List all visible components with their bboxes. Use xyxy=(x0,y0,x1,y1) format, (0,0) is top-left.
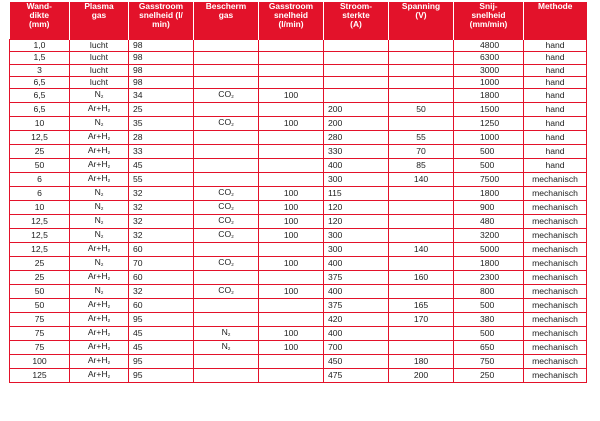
cell-shield-gas-flow: 100 xyxy=(259,327,324,341)
cell-wall-thickness: 25 xyxy=(10,271,70,285)
cell-current: 400 xyxy=(324,327,389,341)
cell-cutting-speed: 1800 xyxy=(454,187,524,201)
cell-wall-thickness: 3 xyxy=(10,64,70,76)
cell-shield-gas: $N_2$ xyxy=(194,327,259,341)
cell-shield-gas: $N_2$ xyxy=(194,341,259,355)
cell-shield-gas-flow xyxy=(259,159,324,173)
cell-wall-thickness: 50 xyxy=(10,285,70,299)
cell-cutting-speed: 1000 xyxy=(454,131,524,145)
cell-method: mechanisch xyxy=(524,229,587,243)
cell-current: 475 xyxy=(324,369,389,383)
cell-wall-thickness: 6,5 xyxy=(10,76,70,88)
header-method: Methode xyxy=(524,2,587,40)
header-plasma-gas: Plasma gas xyxy=(70,2,129,40)
cell-cutting-speed: 3200 xyxy=(454,229,524,243)
cell-method: hand xyxy=(524,117,587,131)
cell-plasma-gas: $N_2$ xyxy=(70,117,129,131)
cell-shield-gas-flow: 100 xyxy=(259,285,324,299)
cell-method: mechanisch xyxy=(524,327,587,341)
cell-current: 700 xyxy=(324,341,389,355)
cell-voltage: 165 xyxy=(389,299,454,313)
cell-gas-flow: 35 xyxy=(129,117,194,131)
table-row xyxy=(10,64,587,76)
header-row xyxy=(10,2,587,40)
cell-wall-thickness: 1,5 xyxy=(10,52,70,64)
cell-wall-thickness: 12,5 xyxy=(10,131,70,145)
cell-shield-gas xyxy=(194,131,259,145)
table-row xyxy=(10,201,587,215)
cell-voltage xyxy=(389,52,454,64)
cell-plasma-gas: $Ar+H_2$ xyxy=(70,355,129,369)
cell-wall-thickness: 6 xyxy=(10,173,70,187)
table-body xyxy=(10,40,587,383)
cell-current: 300 xyxy=(324,229,389,243)
cell-plasma-gas: $N_2$ xyxy=(70,201,129,215)
cell-voltage xyxy=(389,215,454,229)
cell-current: 400 xyxy=(324,257,389,271)
cell-plasma-gas: $Ar+H_2$ xyxy=(70,271,129,285)
cell-voltage: 55 xyxy=(389,131,454,145)
cell-shield-gas: $CO_2$ xyxy=(194,285,259,299)
cell-gas-flow: 32 xyxy=(129,229,194,243)
header-voltage: Spanning (V) xyxy=(389,2,454,40)
cell-plasma-gas: $Ar+H_2$ xyxy=(70,327,129,341)
cell-wall-thickness: 10 xyxy=(10,201,70,215)
table-row xyxy=(10,131,587,145)
cell-cutting-speed: 380 xyxy=(454,313,524,327)
cell-cutting-speed: 1800 xyxy=(454,89,524,103)
table-row xyxy=(10,369,587,383)
cell-shield-gas xyxy=(194,271,259,285)
cell-plasma-gas: $N_2$ xyxy=(70,187,129,201)
cell-current: 120 xyxy=(324,201,389,215)
cell-plasma-gas: lucht xyxy=(70,64,129,76)
cell-voltage xyxy=(389,187,454,201)
cell-plasma-gas: $N_2$ xyxy=(70,89,129,103)
table-row xyxy=(10,341,587,355)
cell-wall-thickness: 125 xyxy=(10,369,70,383)
cell-shield-gas-flow xyxy=(259,173,324,187)
table-row xyxy=(10,355,587,369)
cell-plasma-gas: $N_2$ xyxy=(70,257,129,271)
cell-cutting-speed: 500 xyxy=(454,159,524,173)
cell-plasma-gas: $Ar+H_2$ xyxy=(70,145,129,159)
cell-gas-flow: 98 xyxy=(129,40,194,52)
cell-plasma-gas: $N_2$ xyxy=(70,229,129,243)
cell-cutting-speed: 1500 xyxy=(454,103,524,117)
cell-shield-gas-flow xyxy=(259,355,324,369)
cell-current: 400 xyxy=(324,159,389,173)
cell-method: hand xyxy=(524,40,587,52)
cell-plasma-gas: $Ar+H_2$ xyxy=(70,159,129,173)
cell-method: mechanisch xyxy=(524,313,587,327)
cell-voltage: 50 xyxy=(389,103,454,117)
cell-gas-flow: 32 xyxy=(129,187,194,201)
table-row xyxy=(10,257,587,271)
cell-wall-thickness: 75 xyxy=(10,341,70,355)
cell-shield-gas xyxy=(194,76,259,88)
cell-method: mechanisch xyxy=(524,243,587,257)
cell-voltage: 140 xyxy=(389,173,454,187)
cell-plasma-gas: $N_2$ xyxy=(70,285,129,299)
cell-gas-flow: 98 xyxy=(129,64,194,76)
cell-voltage xyxy=(389,201,454,215)
cell-current: 115 xyxy=(324,187,389,201)
cell-shield-gas: $CO_2$ xyxy=(194,257,259,271)
cell-wall-thickness: 1,0 xyxy=(10,40,70,52)
table-row xyxy=(10,103,587,117)
cell-shield-gas-flow: 100 xyxy=(259,215,324,229)
cell-cutting-speed: 1800 xyxy=(454,257,524,271)
cell-plasma-gas: $Ar+H_2$ xyxy=(70,313,129,327)
cell-plasma-gas: lucht xyxy=(70,40,129,52)
table-row xyxy=(10,76,587,88)
cell-wall-thickness: 75 xyxy=(10,313,70,327)
header-gas-flow: Gasstroom snelheid (l/ min) xyxy=(129,2,194,40)
cell-voltage xyxy=(389,89,454,103)
table-row xyxy=(10,271,587,285)
cell-shield-gas-flow xyxy=(259,243,324,257)
header-shield-gas-flow: Gasstroom snelheid (l/min) xyxy=(259,2,324,40)
table-row xyxy=(10,215,587,229)
cell-gas-flow: 34 xyxy=(129,89,194,103)
table-row xyxy=(10,40,587,52)
cell-method: hand xyxy=(524,76,587,88)
cell-plasma-gas: $Ar+H_2$ xyxy=(70,103,129,117)
cell-cutting-speed: 900 xyxy=(454,201,524,215)
cell-gas-flow: 98 xyxy=(129,52,194,64)
cell-plasma-gas: $Ar+H_2$ xyxy=(70,341,129,355)
cell-method: hand xyxy=(524,103,587,117)
table-row xyxy=(10,173,587,187)
cell-shield-gas: $CO_2$ xyxy=(194,89,259,103)
cell-wall-thickness: 12,5 xyxy=(10,243,70,257)
cell-current xyxy=(324,52,389,64)
cell-gas-flow: 45 xyxy=(129,327,194,341)
cell-method: hand xyxy=(524,145,587,159)
cell-shield-gas xyxy=(194,369,259,383)
cell-cutting-speed: 500 xyxy=(454,145,524,159)
cell-shield-gas xyxy=(194,313,259,327)
cell-shield-gas: $CO_2$ xyxy=(194,117,259,131)
cell-wall-thickness: 100 xyxy=(10,355,70,369)
cell-shield-gas xyxy=(194,299,259,313)
table-row xyxy=(10,145,587,159)
cell-cutting-speed: 5000 xyxy=(454,243,524,257)
cell-voltage: 180 xyxy=(389,355,454,369)
cell-voltage xyxy=(389,40,454,52)
cell-method: hand xyxy=(524,52,587,64)
cell-cutting-speed: 650 xyxy=(454,341,524,355)
cell-method: mechanisch xyxy=(524,173,587,187)
cell-method: mechanisch xyxy=(524,257,587,271)
cell-current xyxy=(324,64,389,76)
cell-method: mechanisch xyxy=(524,187,587,201)
cell-shield-gas-flow xyxy=(259,369,324,383)
cell-voltage xyxy=(389,257,454,271)
cell-gas-flow: 25 xyxy=(129,103,194,117)
cell-voltage: 200 xyxy=(389,369,454,383)
cell-method: hand xyxy=(524,159,587,173)
cell-gas-flow: 70 xyxy=(129,257,194,271)
cell-shield-gas: $CO_2$ xyxy=(194,187,259,201)
cell-gas-flow: 45 xyxy=(129,159,194,173)
cell-current: 300 xyxy=(324,173,389,187)
cell-method: mechanisch xyxy=(524,369,587,383)
table-row xyxy=(10,327,587,341)
cutting-parameters-table xyxy=(9,2,587,383)
cell-current: 375 xyxy=(324,271,389,285)
cell-shield-gas xyxy=(194,52,259,64)
cell-shield-gas xyxy=(194,159,259,173)
cell-plasma-gas: $Ar+H_2$ xyxy=(70,299,129,313)
cell-shield-gas xyxy=(194,103,259,117)
cell-method: mechanisch xyxy=(524,299,587,313)
table-row xyxy=(10,89,587,103)
cell-shield-gas-flow: 100 xyxy=(259,229,324,243)
header-shield-gas: Bescherm gas xyxy=(194,2,259,40)
cell-cutting-speed: 3000 xyxy=(454,64,524,76)
cell-shield-gas-flow: 100 xyxy=(259,187,324,201)
cell-wall-thickness: 12,5 xyxy=(10,215,70,229)
cell-wall-thickness: 75 xyxy=(10,327,70,341)
cell-voltage xyxy=(389,327,454,341)
cell-current: 200 xyxy=(324,103,389,117)
cell-plasma-gas: $Ar+H_2$ xyxy=(70,369,129,383)
table-row xyxy=(10,285,587,299)
cell-cutting-speed: 500 xyxy=(454,327,524,341)
cell-gas-flow: 60 xyxy=(129,243,194,257)
cell-cutting-speed: 750 xyxy=(454,355,524,369)
cell-shield-gas-flow xyxy=(259,76,324,88)
cell-wall-thickness: 6,5 xyxy=(10,103,70,117)
cell-shield-gas xyxy=(194,355,259,369)
cell-current: 420 xyxy=(324,313,389,327)
cell-voltage xyxy=(389,341,454,355)
cell-current xyxy=(324,89,389,103)
cell-plasma-gas: $Ar+H_2$ xyxy=(70,131,129,145)
cell-gas-flow: 32 xyxy=(129,285,194,299)
cell-shield-gas-flow: 100 xyxy=(259,201,324,215)
cell-current: 400 xyxy=(324,285,389,299)
cell-gas-flow: 95 xyxy=(129,369,194,383)
cell-method: mechanisch xyxy=(524,271,587,285)
cell-shield-gas xyxy=(194,64,259,76)
cell-current: 120 xyxy=(324,215,389,229)
cell-current: 330 xyxy=(324,145,389,159)
cell-voltage xyxy=(389,64,454,76)
cell-cutting-speed: 2300 xyxy=(454,271,524,285)
cell-cutting-speed: 4800 xyxy=(454,40,524,52)
cell-gas-flow: 98 xyxy=(129,76,194,88)
cell-current xyxy=(324,76,389,88)
table-row xyxy=(10,117,587,131)
cell-voltage: 140 xyxy=(389,243,454,257)
cell-current: 300 xyxy=(324,243,389,257)
cell-plasma-gas: lucht xyxy=(70,52,129,64)
cell-shield-gas-flow xyxy=(259,40,324,52)
cell-current xyxy=(324,40,389,52)
cell-wall-thickness: 50 xyxy=(10,159,70,173)
cell-shield-gas: $CO_2$ xyxy=(194,215,259,229)
cell-current: 280 xyxy=(324,131,389,145)
cell-shield-gas xyxy=(194,40,259,52)
cell-current: 200 xyxy=(324,117,389,131)
cell-method: mechanisch xyxy=(524,341,587,355)
cell-plasma-gas: $Ar+H_2$ xyxy=(70,243,129,257)
cell-shield-gas xyxy=(194,145,259,159)
cell-cutting-speed: 6300 xyxy=(454,52,524,64)
cell-method: hand xyxy=(524,64,587,76)
cell-shield-gas-flow xyxy=(259,145,324,159)
cell-method: mechanisch xyxy=(524,285,587,299)
cell-cutting-speed: 480 xyxy=(454,215,524,229)
cell-voltage xyxy=(389,229,454,243)
table-row xyxy=(10,299,587,313)
cell-shield-gas-flow: 100 xyxy=(259,117,324,131)
cell-voltage xyxy=(389,285,454,299)
cell-method: mechanisch xyxy=(524,215,587,229)
cell-gas-flow: 95 xyxy=(129,355,194,369)
cell-cutting-speed: 500 xyxy=(454,299,524,313)
cell-gas-flow: 55 xyxy=(129,173,194,187)
cell-wall-thickness: 12,5 xyxy=(10,229,70,243)
table-row xyxy=(10,243,587,257)
cell-voltage: 70 xyxy=(389,145,454,159)
cell-shield-gas-flow xyxy=(259,131,324,145)
cell-method: mechanisch xyxy=(524,355,587,369)
cell-plasma-gas: lucht xyxy=(70,76,129,88)
header-cutting-speed: Snij- snelheid (mm/min) xyxy=(454,2,524,40)
cell-shield-gas xyxy=(194,173,259,187)
cell-cutting-speed: 1000 xyxy=(454,76,524,88)
cell-shield-gas: $CO_2$ xyxy=(194,201,259,215)
cell-method: hand xyxy=(524,131,587,145)
cell-gas-flow: 45 xyxy=(129,341,194,355)
cell-wall-thickness: 6 xyxy=(10,187,70,201)
cell-shield-gas: $CO_2$ xyxy=(194,229,259,243)
cell-gas-flow: 28 xyxy=(129,131,194,145)
header-current: Stroom- sterkte (A) xyxy=(324,2,389,40)
cell-wall-thickness: 25 xyxy=(10,257,70,271)
cell-wall-thickness: 10 xyxy=(10,117,70,131)
table-row xyxy=(10,229,587,243)
cell-shield-gas-flow xyxy=(259,103,324,117)
cell-shield-gas-flow xyxy=(259,271,324,285)
cell-voltage xyxy=(389,117,454,131)
cell-cutting-speed: 7500 xyxy=(454,173,524,187)
cell-voltage: 160 xyxy=(389,271,454,285)
cell-shield-gas-flow xyxy=(259,52,324,64)
table-row xyxy=(10,187,587,201)
cell-current: 375 xyxy=(324,299,389,313)
cell-shield-gas-flow: 100 xyxy=(259,341,324,355)
cell-shield-gas-flow: 100 xyxy=(259,257,324,271)
cell-shield-gas-flow xyxy=(259,313,324,327)
table-row xyxy=(10,159,587,173)
cell-shield-gas-flow xyxy=(259,299,324,313)
cell-cutting-speed: 800 xyxy=(454,285,524,299)
cell-gas-flow: 60 xyxy=(129,299,194,313)
cell-gas-flow: 32 xyxy=(129,201,194,215)
cell-method: mechanisch xyxy=(524,201,587,215)
cell-shield-gas xyxy=(194,243,259,257)
cell-plasma-gas: $Ar+H_2$ xyxy=(70,173,129,187)
cell-cutting-speed: 1250 xyxy=(454,117,524,131)
cell-plasma-gas: $N_2$ xyxy=(70,215,129,229)
cell-wall-thickness: 50 xyxy=(10,299,70,313)
cell-voltage xyxy=(389,76,454,88)
header-wall-thickness: Wand- dikte (mm) xyxy=(10,2,70,40)
table-row xyxy=(10,52,587,64)
cell-voltage: 85 xyxy=(389,159,454,173)
cell-gas-flow: 95 xyxy=(129,313,194,327)
cell-cutting-speed: 250 xyxy=(454,369,524,383)
cell-method: hand xyxy=(524,89,587,103)
cell-shield-gas-flow: 100 xyxy=(259,89,324,103)
cell-gas-flow: 60 xyxy=(129,271,194,285)
cell-voltage: 170 xyxy=(389,313,454,327)
cell-wall-thickness: 25 xyxy=(10,145,70,159)
cell-gas-flow: 32 xyxy=(129,215,194,229)
cell-gas-flow: 33 xyxy=(129,145,194,159)
cell-current: 450 xyxy=(324,355,389,369)
table-row xyxy=(10,313,587,327)
cell-wall-thickness: 6,5 xyxy=(10,89,70,103)
cell-shield-gas-flow xyxy=(259,64,324,76)
